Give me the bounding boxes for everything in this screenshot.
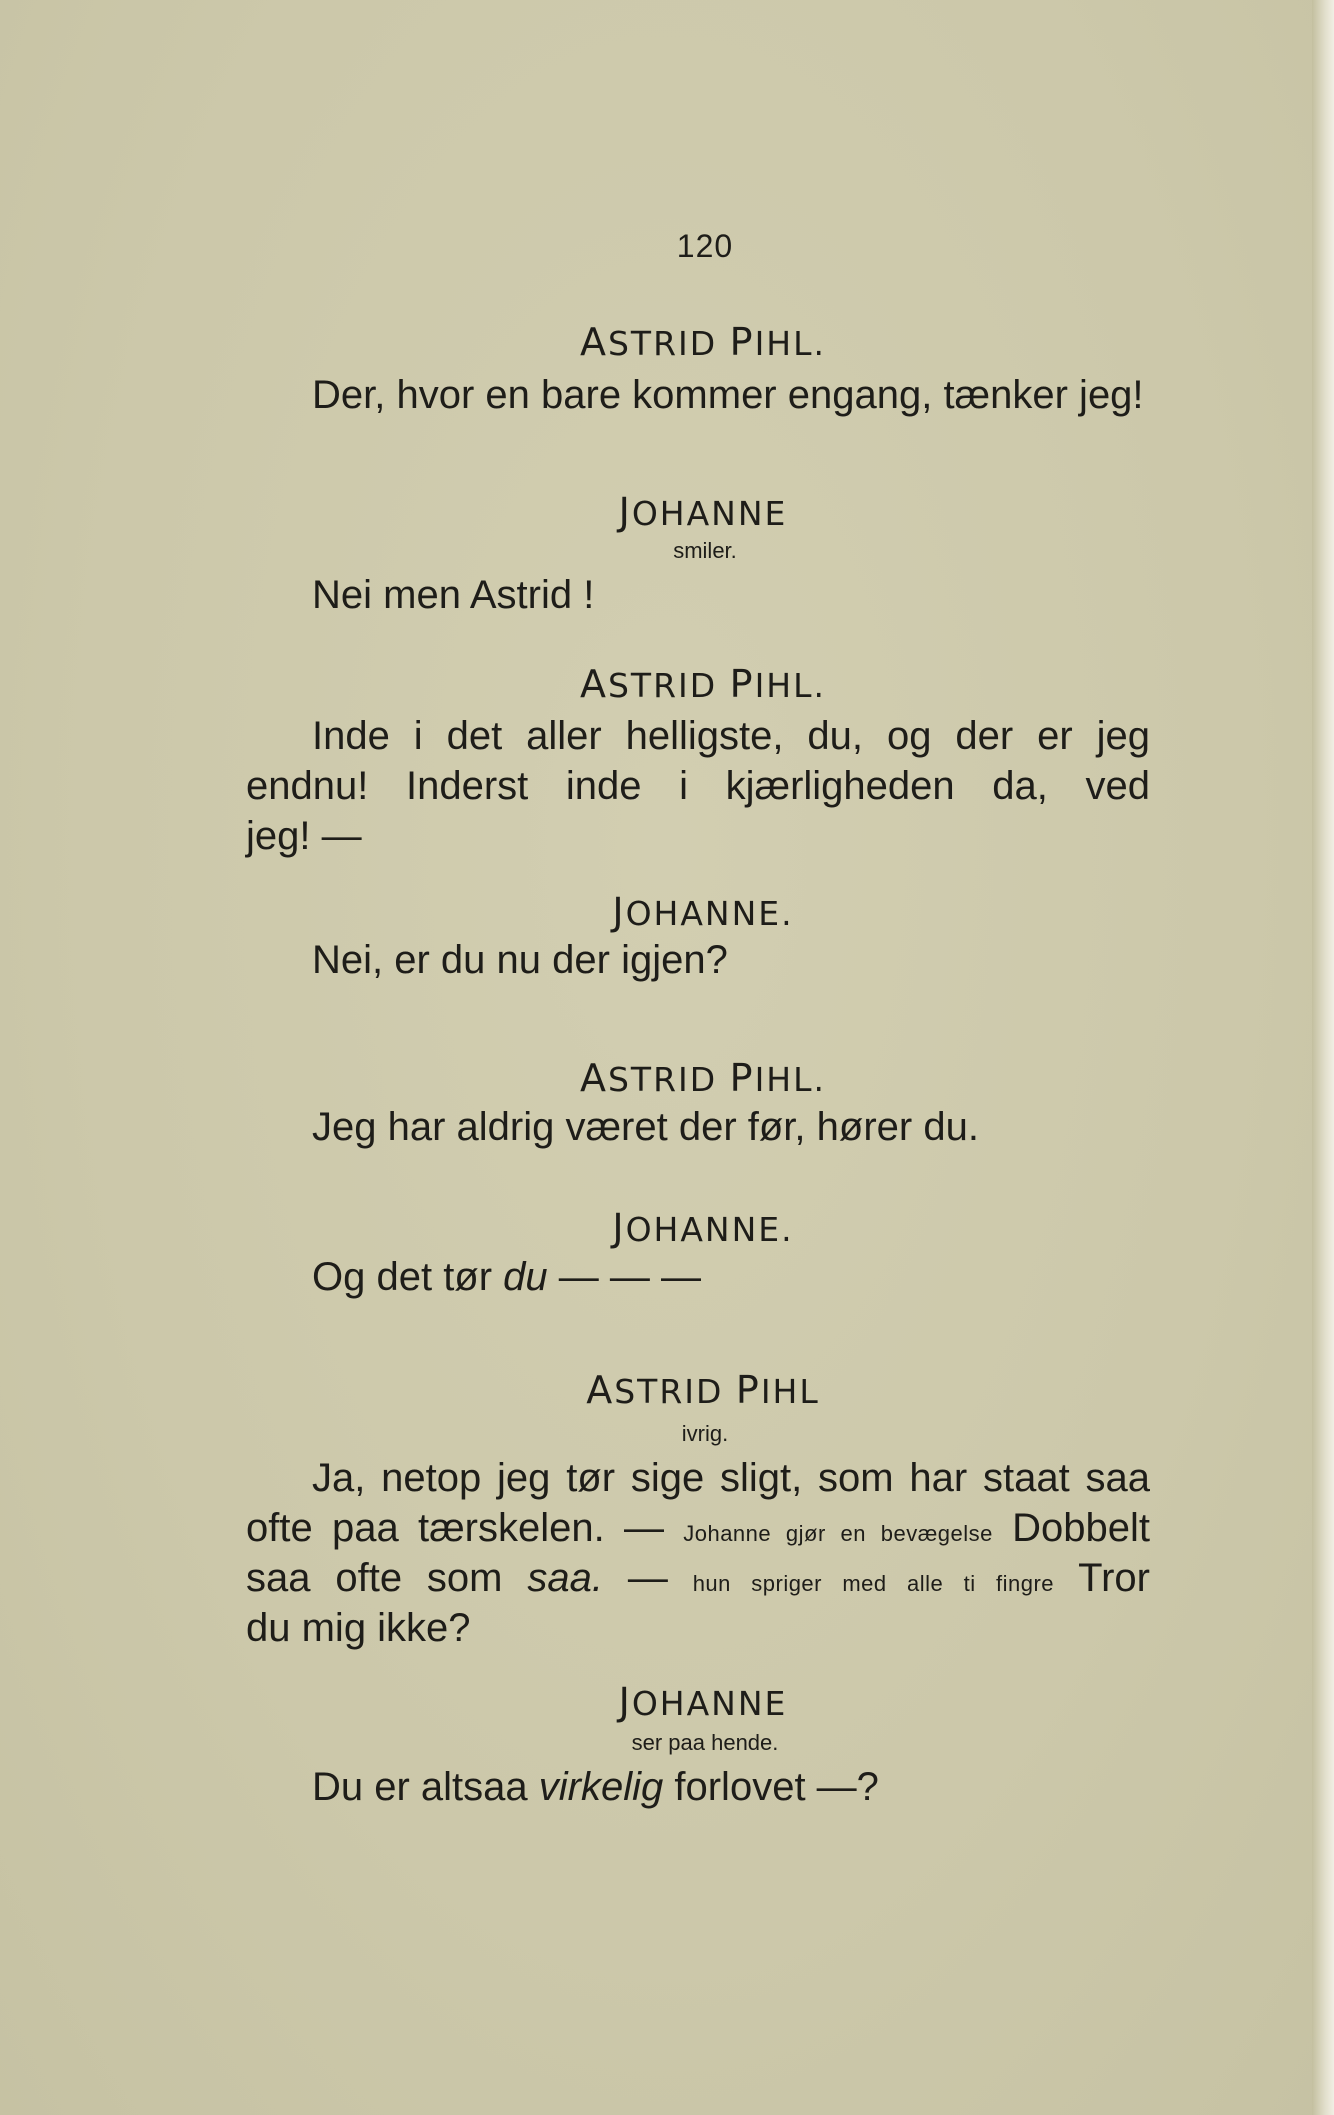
page-number: 120 bbox=[676, 228, 734, 264]
dialogue-line: Der, hvor en bare kommer engang, tænker jeg! bbox=[312, 373, 1144, 417]
speaker-name: JOHANNE. bbox=[612, 890, 794, 934]
speaker-name: ASTRID PIHL bbox=[586, 1368, 820, 1412]
dialogue-line: saa ofte som saa. — hun spriger med alle ti fingre Tror bbox=[246, 1556, 1150, 1600]
dialogue-line: Jeg har aldrig været der før, hører du. bbox=[312, 1105, 979, 1149]
stage-direction: ser paa hende. bbox=[631, 1730, 779, 1755]
dialogue-line: Inde i det aller helligste, du, og der er jeg bbox=[312, 714, 1150, 758]
speaker-name: JOHANNE bbox=[618, 1680, 788, 1724]
dialogue-line: Og det tør du — — — bbox=[312, 1255, 702, 1299]
dialogue-line: Nei, er du nu der igjen? bbox=[312, 938, 728, 982]
dialogue-line: Ja, netop jeg tør sige sligt, som har staat saa bbox=[312, 1456, 1150, 1500]
dialogue-line: du mig ikke? bbox=[246, 1606, 471, 1650]
dialogue-line: Du er altsaa virkelig forlovet —? bbox=[312, 1765, 879, 1809]
stage-direction: ivrig. bbox=[681, 1421, 729, 1446]
speaker-name: ASTRID PIHL. bbox=[579, 320, 826, 364]
dialogue-line: Nei men Astrid ! bbox=[312, 573, 595, 617]
speaker-name: ASTRID PIHL. bbox=[579, 662, 826, 706]
dialogue-line: jeg! — bbox=[246, 814, 362, 858]
speaker-name: JOHANNE. bbox=[612, 1206, 794, 1250]
stage-direction: smiler. bbox=[673, 538, 737, 563]
speaker-name: JOHANNE bbox=[618, 490, 788, 534]
speaker-name: ASTRID PIHL. bbox=[579, 1056, 826, 1100]
dialogue-line: ofte paa tærskelen. — Johanne gjør en bevægelse Dobbelt bbox=[246, 1506, 1150, 1550]
dialogue-line: endnu! Inderst inde i kjærligheden da, ved bbox=[246, 764, 1150, 808]
